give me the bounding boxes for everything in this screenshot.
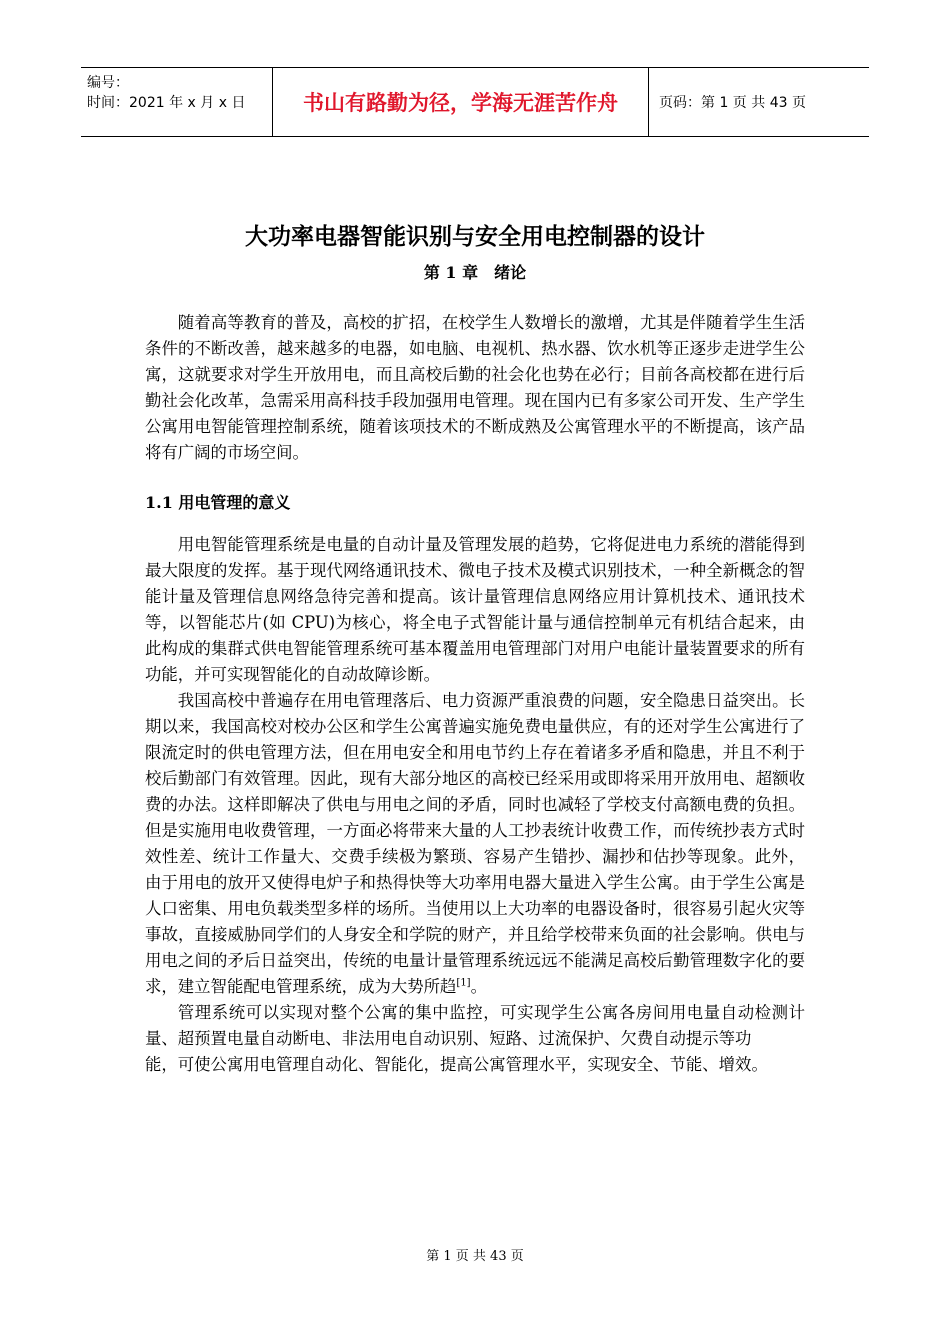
header-motto: 书山有路勤为径，学海无涯苦作舟 [273,68,649,136]
chapter-heading: 第 1 章 绪论 [423,263,527,282]
page-header [81,67,869,137]
paragraph-3-text: 我国高校中普遍存在用电管理落后、电力资源严重浪费的问题，安全隐患日益突出。长期以来，我国高校对校办公区和学生公寓普遍实施免费电量供应，有的还对学生公寓进行了限流定时的供电管理方法，但在用电安全和用电节约上存在着诸多矛盾和隐患，并且不利于校后勤部门有效管理。因此，现有大部分地区的高校已经采用或即将采用开放用电、超额收费的办法。这样即解决了供电与用电之间的矛盾，同时也减轻了学校支付高额电费的负担。但是实施用电收费管理，一方面必将带来大量的人工抄表统计收费工作，而传统抄表方式时效性差、统计工作量大、交费手续极为繁琐、容易产生错抄、漏抄和估抄等现象。此外， 由于用电的放开又使得电炉子和热得快等大功率用电器大量进入学生公寓。由于学生公寓是人口密集、用电负载类型多样的场所。当使用以上大功率的电器设备时，很容易引起火灾等事故，直接威胁同学们的人身安全和学院的财产，并且给学校带来负面的社会影响。供电与用电之间的矛后日益突出，传统的电量计量管理系统远远不能满足高校后勤管理数字化的要求，建立智能配电管理系统，成为大势所趋 [145,691,805,996]
paragraph-3 [145,688,805,1000]
section-heading: 1.1 用电管理的意义 [145,493,291,512]
citation-ref: [1] [456,977,471,989]
header-meta [81,68,273,136]
header-number: 编号： [87,75,129,91]
page-footer: 第 1 页 共 43 页 [426,1249,524,1264]
paragraph-2: 用电智能管理系统是电量的自动计量及管理发展的趋势，它将促进电力系统的潜能得到最大限度的发挥。基于现代网络通讯技术、微电子技术及模式识别技术，一种全新概念的智能计量及管理信息网络急待完善和提高。该计量管理信息网络应用计算机技术、通讯技术等，以智能芯片(如 CPU)为核心，将全电子式智能计量与通信控制单元有机结合起来，由此构成的集群式供电智能管理系统可基本覆盖用电管理部门对用户电能计量装置要求的所有功能，并可实现智能化的自动故障诊断。 [145,535,805,684]
header-date: 时间：2021 年 x 月 x 日 [87,95,246,111]
intro-paragraph: 随着高等教育的普及，高校的扩招，在校学生人数增长的激增，尤其是伴随着学生生活条件的不断改善，越来越多的电器，如电脑、电视机、热水器、饮水机等正逐步走进学生公寓，这就要求对学生开放用电，而且高校后勤的社会化也势在必行；目前各高校都在进行后勤社会化改革，急需采用高科技手段加强用电管理。现在国内已有多家公司开发、生产学生公寓用电智能管理控制系统，随着该项技术的不断成熟及公寓管理水平的不断提高，该产品将有广阔的市场空间。 [145,313,805,462]
document-title: 大功率电器智能识别与安全用电控制器的设计 [245,224,705,250]
paragraph-3-end: 。 [470,977,487,996]
document-body [145,310,805,1078]
paragraph-4a: 管理系统可以实现对整个公寓的集中监控，可实现学生公寓各房间用电量自动检测计量、超预置电量自动断电、非法用电自动识别、短路、过流保护、欠费自动提示等功 [145,1003,805,1048]
header-page-info: 页码：第 1 页 共 43 页 [659,95,806,111]
paragraph-4b: 能，可使公寓用电管理自动化、智能化，提高公寓管理水平，实现安全、节能、增效。 [145,1055,768,1074]
